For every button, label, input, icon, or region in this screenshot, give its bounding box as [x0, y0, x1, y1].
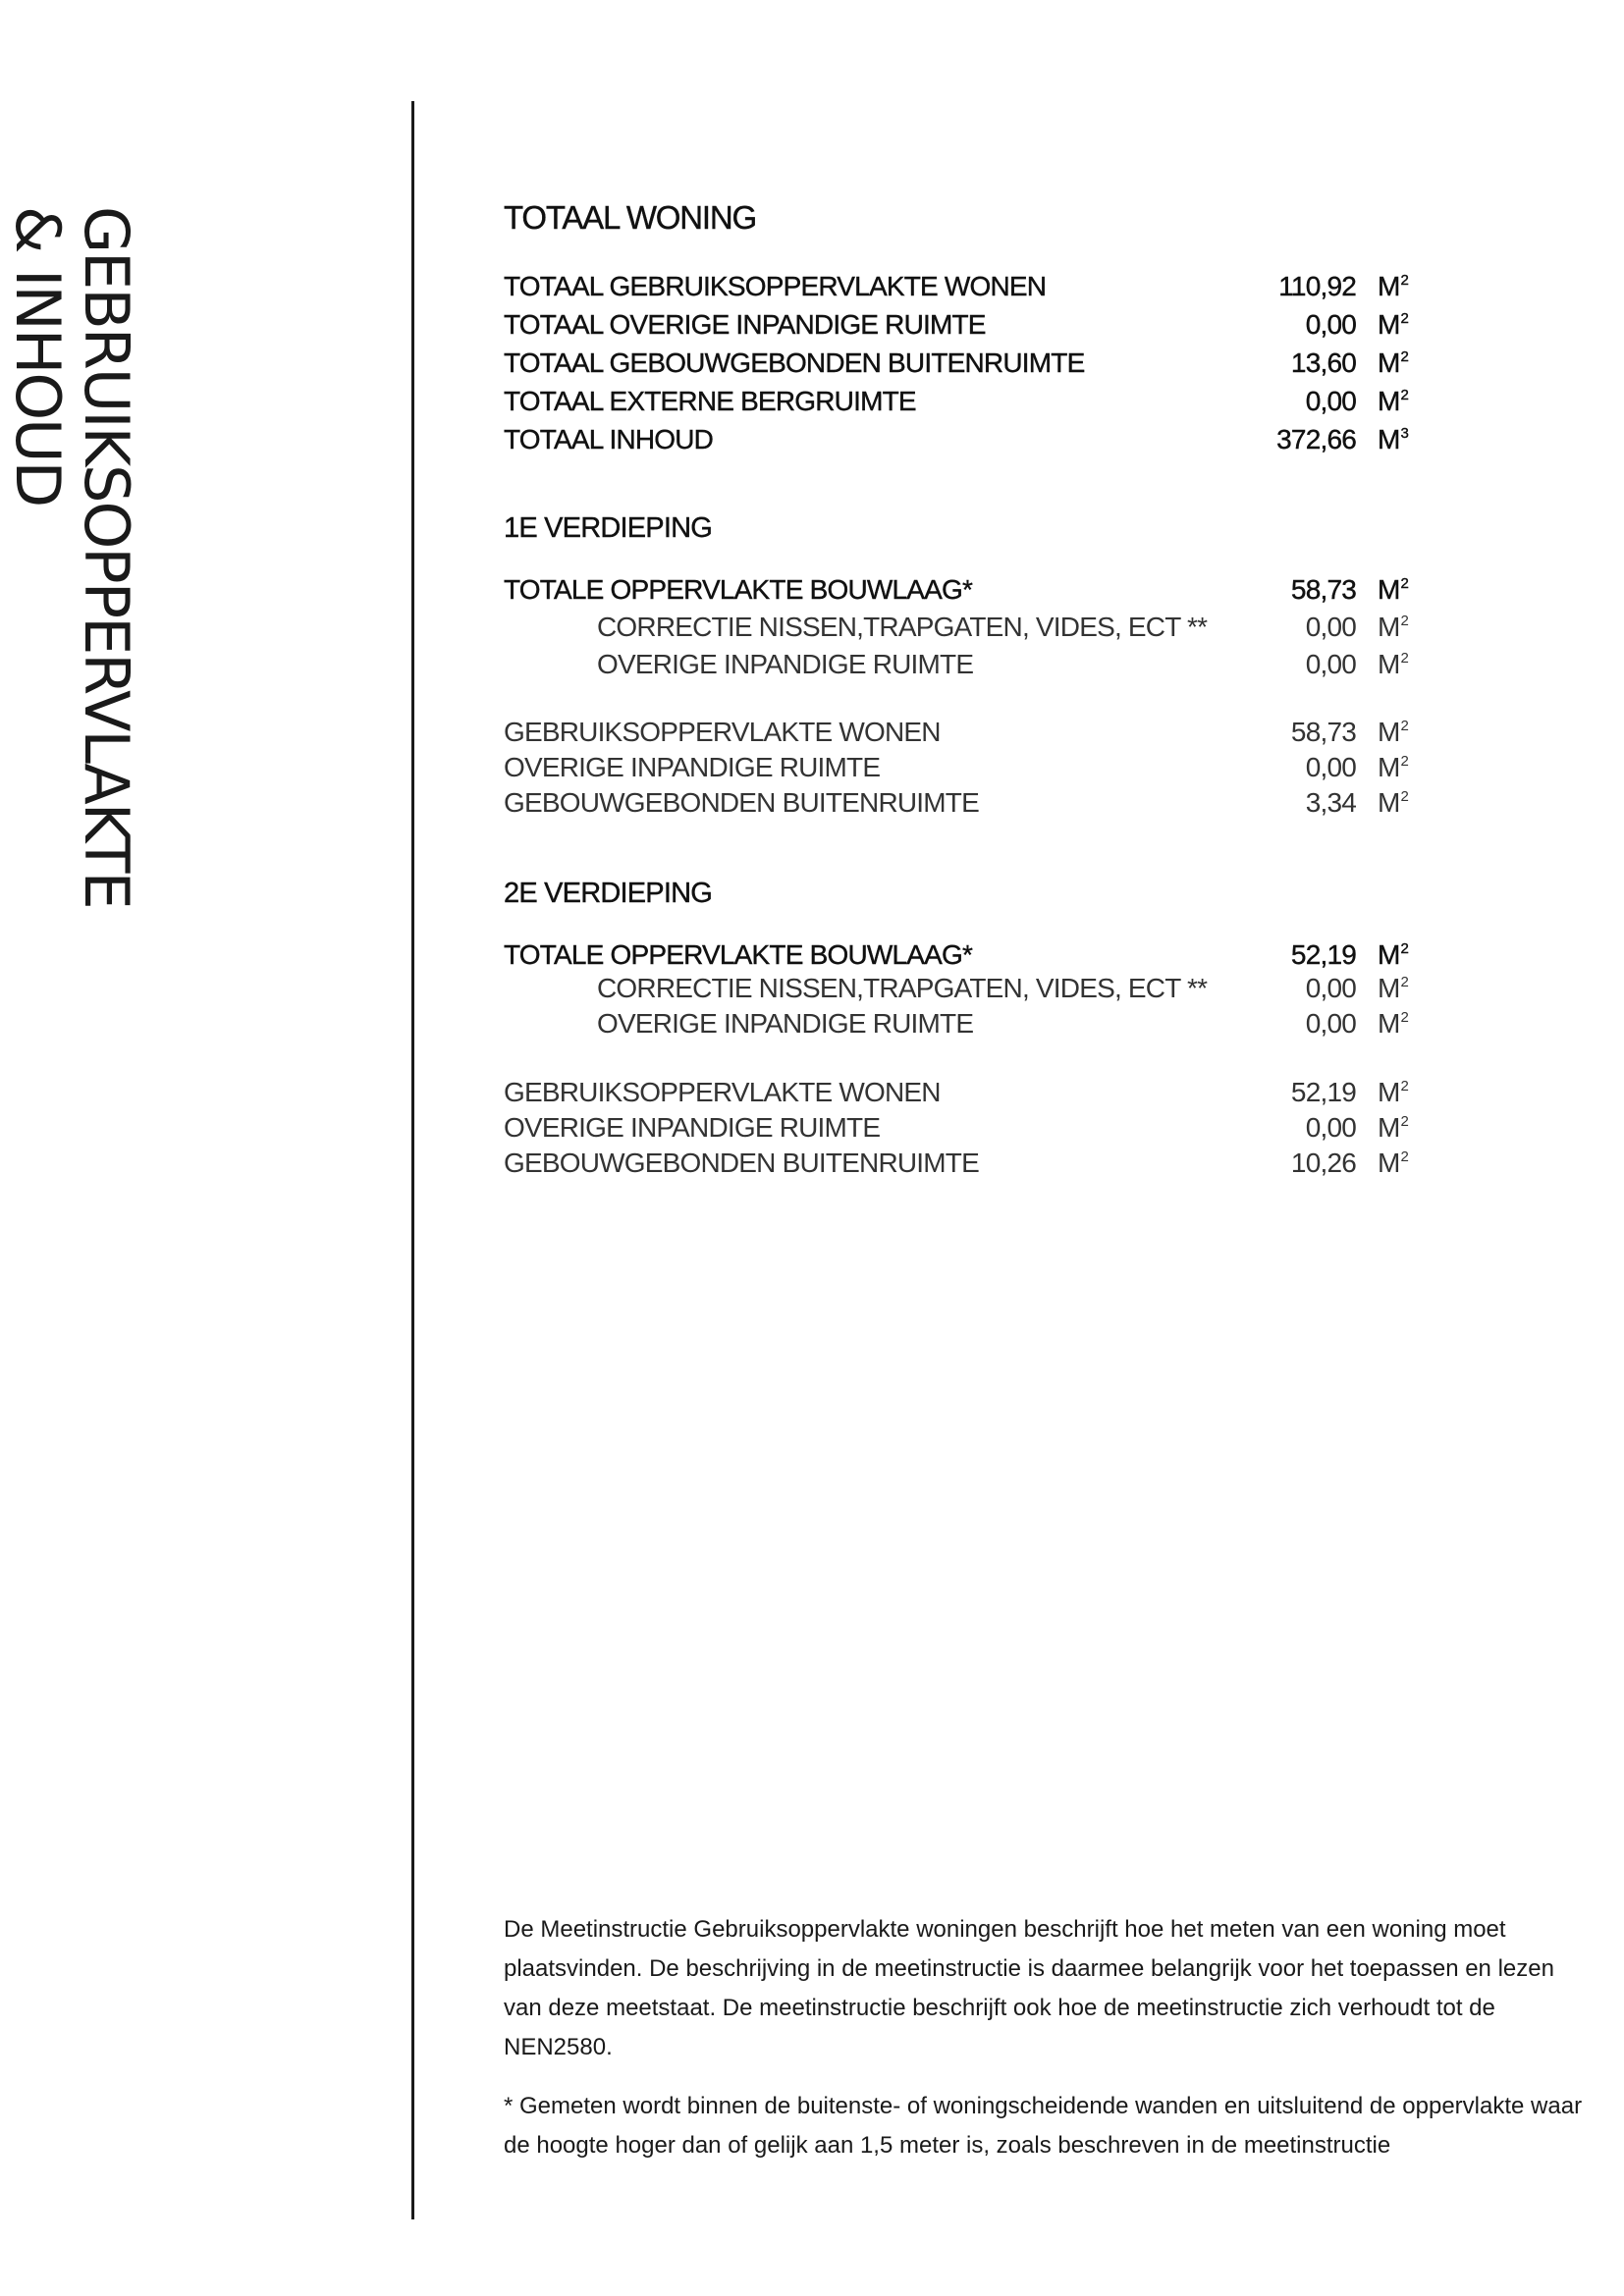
table-row — [504, 752, 1407, 787]
row-label: TOTAAL GEBOUWGEBONDEN BUITENRUIMTE — [504, 347, 1085, 378]
row-unit: $M^2$ — [1378, 649, 1409, 679]
row-label: TOTAAL INHOUD — [504, 424, 714, 454]
row-label: CORRECTIE NISSEN,TRAPGATEN, VIDES, ECT ** — [597, 612, 1208, 642]
row-unit: $M^2$ — [1378, 717, 1409, 747]
row-label: OVERIGE INPANDIGE RUIMTE — [504, 752, 881, 782]
row-label: GEBRUIKSOPPERVLAKTE WONEN — [504, 717, 941, 747]
row-unit: $M^2$ — [1378, 386, 1409, 416]
row-unit: $M^2$ — [1378, 752, 1409, 782]
row-value: 13,60 — [1290, 347, 1356, 378]
row-unit: $M^2$ — [1378, 787, 1409, 818]
row-value: 52,19 — [1290, 1077, 1356, 1107]
table-row — [504, 973, 1407, 1008]
row-value: 0,00 — [1305, 386, 1356, 416]
row-unit: $M^2$ — [1378, 612, 1409, 642]
row-unit: $M^2$ — [1378, 1008, 1409, 1039]
row-unit: $M^2$ — [1378, 309, 1409, 340]
row-value: 0,00 — [1305, 612, 1356, 642]
row-value: 110,92 — [1278, 271, 1356, 301]
row-value: 0,00 — [1305, 1112, 1356, 1143]
row-label: TOTAAL OVERIGE INPANDIGE RUIMTE — [504, 309, 986, 340]
row-unit: $M^2$ — [1378, 973, 1409, 1003]
table-row — [504, 309, 1407, 345]
row-value: 0,00 — [1305, 973, 1356, 1003]
row-label: OVERIGE INPANDIGE RUIMTE — [504, 1112, 881, 1143]
row-label: TOTAAL GEBRUIKSOPPERVLAKTE WONEN — [504, 271, 1047, 301]
row-unit: $M^2$ — [1378, 939, 1409, 970]
row-value: 58,73 — [1290, 574, 1356, 605]
footnote-meetinstructie: De Meetinstructie Gebruiksoppervlakte woningen beschrijft hoe het meten van een woning moet plaatsvinden. De beschrijving in de meetinstructie is daarmee belangrijk voor het toepassen en lezen van deze meetstaat. De meetinstructie beschrijft ook hoe de meetinstructie zich verhoudt tot de NEN2580. — [504, 1916, 1554, 2060]
row-value: 0,00 — [1305, 1008, 1356, 1039]
row-value: 0,00 — [1305, 309, 1356, 340]
table-row — [504, 649, 1407, 684]
table-row — [504, 1008, 1407, 1043]
row-value: 58,73 — [1290, 717, 1356, 747]
table-row — [504, 424, 1407, 459]
vertical-divider — [411, 101, 414, 2219]
row-unit: $M^2$ — [1378, 1077, 1409, 1107]
row-label: TOTALE OPPERVLAKTE BOUWLAAG* — [504, 574, 973, 605]
row-label: CORRECTIE NISSEN,TRAPGATEN, VIDES, ECT ** — [597, 973, 1208, 1003]
row-label: GEBRUIKSOPPERVLAKTE WONEN — [504, 1077, 941, 1107]
row-value: 3,34 — [1305, 787, 1356, 818]
table-row — [504, 1148, 1407, 1183]
page-title-line1: GEBRUIKSOPPERVLAKTE — [71, 206, 142, 908]
row-label: GEBOUWGEBONDEN BUITENRUIMTE — [504, 1148, 979, 1178]
row-unit: $M^2$ — [1378, 347, 1409, 378]
row-value: 10,26 — [1290, 1148, 1356, 1178]
row-value: 0,00 — [1305, 752, 1356, 782]
page-title-line2: & INHOUD — [2, 206, 74, 507]
row-unit: $M^2$ — [1378, 1148, 1409, 1178]
row-unit: $M^2$ — [1378, 574, 1409, 605]
row-label: OVERIGE INPANDIGE RUIMTE — [597, 1008, 974, 1039]
row-value: 52,19 — [1290, 939, 1356, 970]
page-title — [3, 206, 140, 908]
row-unit: $M^3$ — [1378, 424, 1409, 454]
table-row — [504, 271, 1407, 306]
table-row — [504, 347, 1407, 383]
row-unit: $M^2$ — [1378, 1112, 1409, 1143]
table-row — [504, 1077, 1407, 1112]
footnote-asterisk: * Gemeten wordt binnen de buitenste- of woningscheidende wanden en uitsluitend de oppervlakte waar de hoogte hoger dan of gelijk aan 1,5 meter is, zoals beschreven in de meetinstructie — [504, 2093, 1583, 2159]
row-label: TOTALE OPPERVLAKTE BOUWLAAG* — [504, 939, 973, 970]
table-row — [504, 939, 1407, 975]
row-label: TOTAAL EXTERNE BERGRUIMTE — [504, 386, 916, 416]
section-heading-verdieping2: 2E VERDIEPING — [504, 878, 712, 909]
table-row — [504, 717, 1407, 752]
section-heading-verdieping1: 1E VERDIEPING — [504, 512, 712, 544]
table-row — [504, 612, 1407, 647]
table-row — [504, 1112, 1407, 1148]
row-label: GEBOUWGEBONDEN BUITENRUIMTE — [504, 787, 979, 818]
table-row — [504, 574, 1407, 610]
row-value: 0,00 — [1305, 649, 1356, 679]
row-unit: $M^2$ — [1378, 271, 1409, 301]
row-label: OVERIGE INPANDIGE RUIMTE — [597, 649, 974, 679]
section-heading-totaal: TOTAAL WONING — [504, 199, 756, 236]
table-row — [504, 787, 1407, 823]
row-value: 372,66 — [1276, 424, 1356, 454]
table-row — [504, 386, 1407, 421]
